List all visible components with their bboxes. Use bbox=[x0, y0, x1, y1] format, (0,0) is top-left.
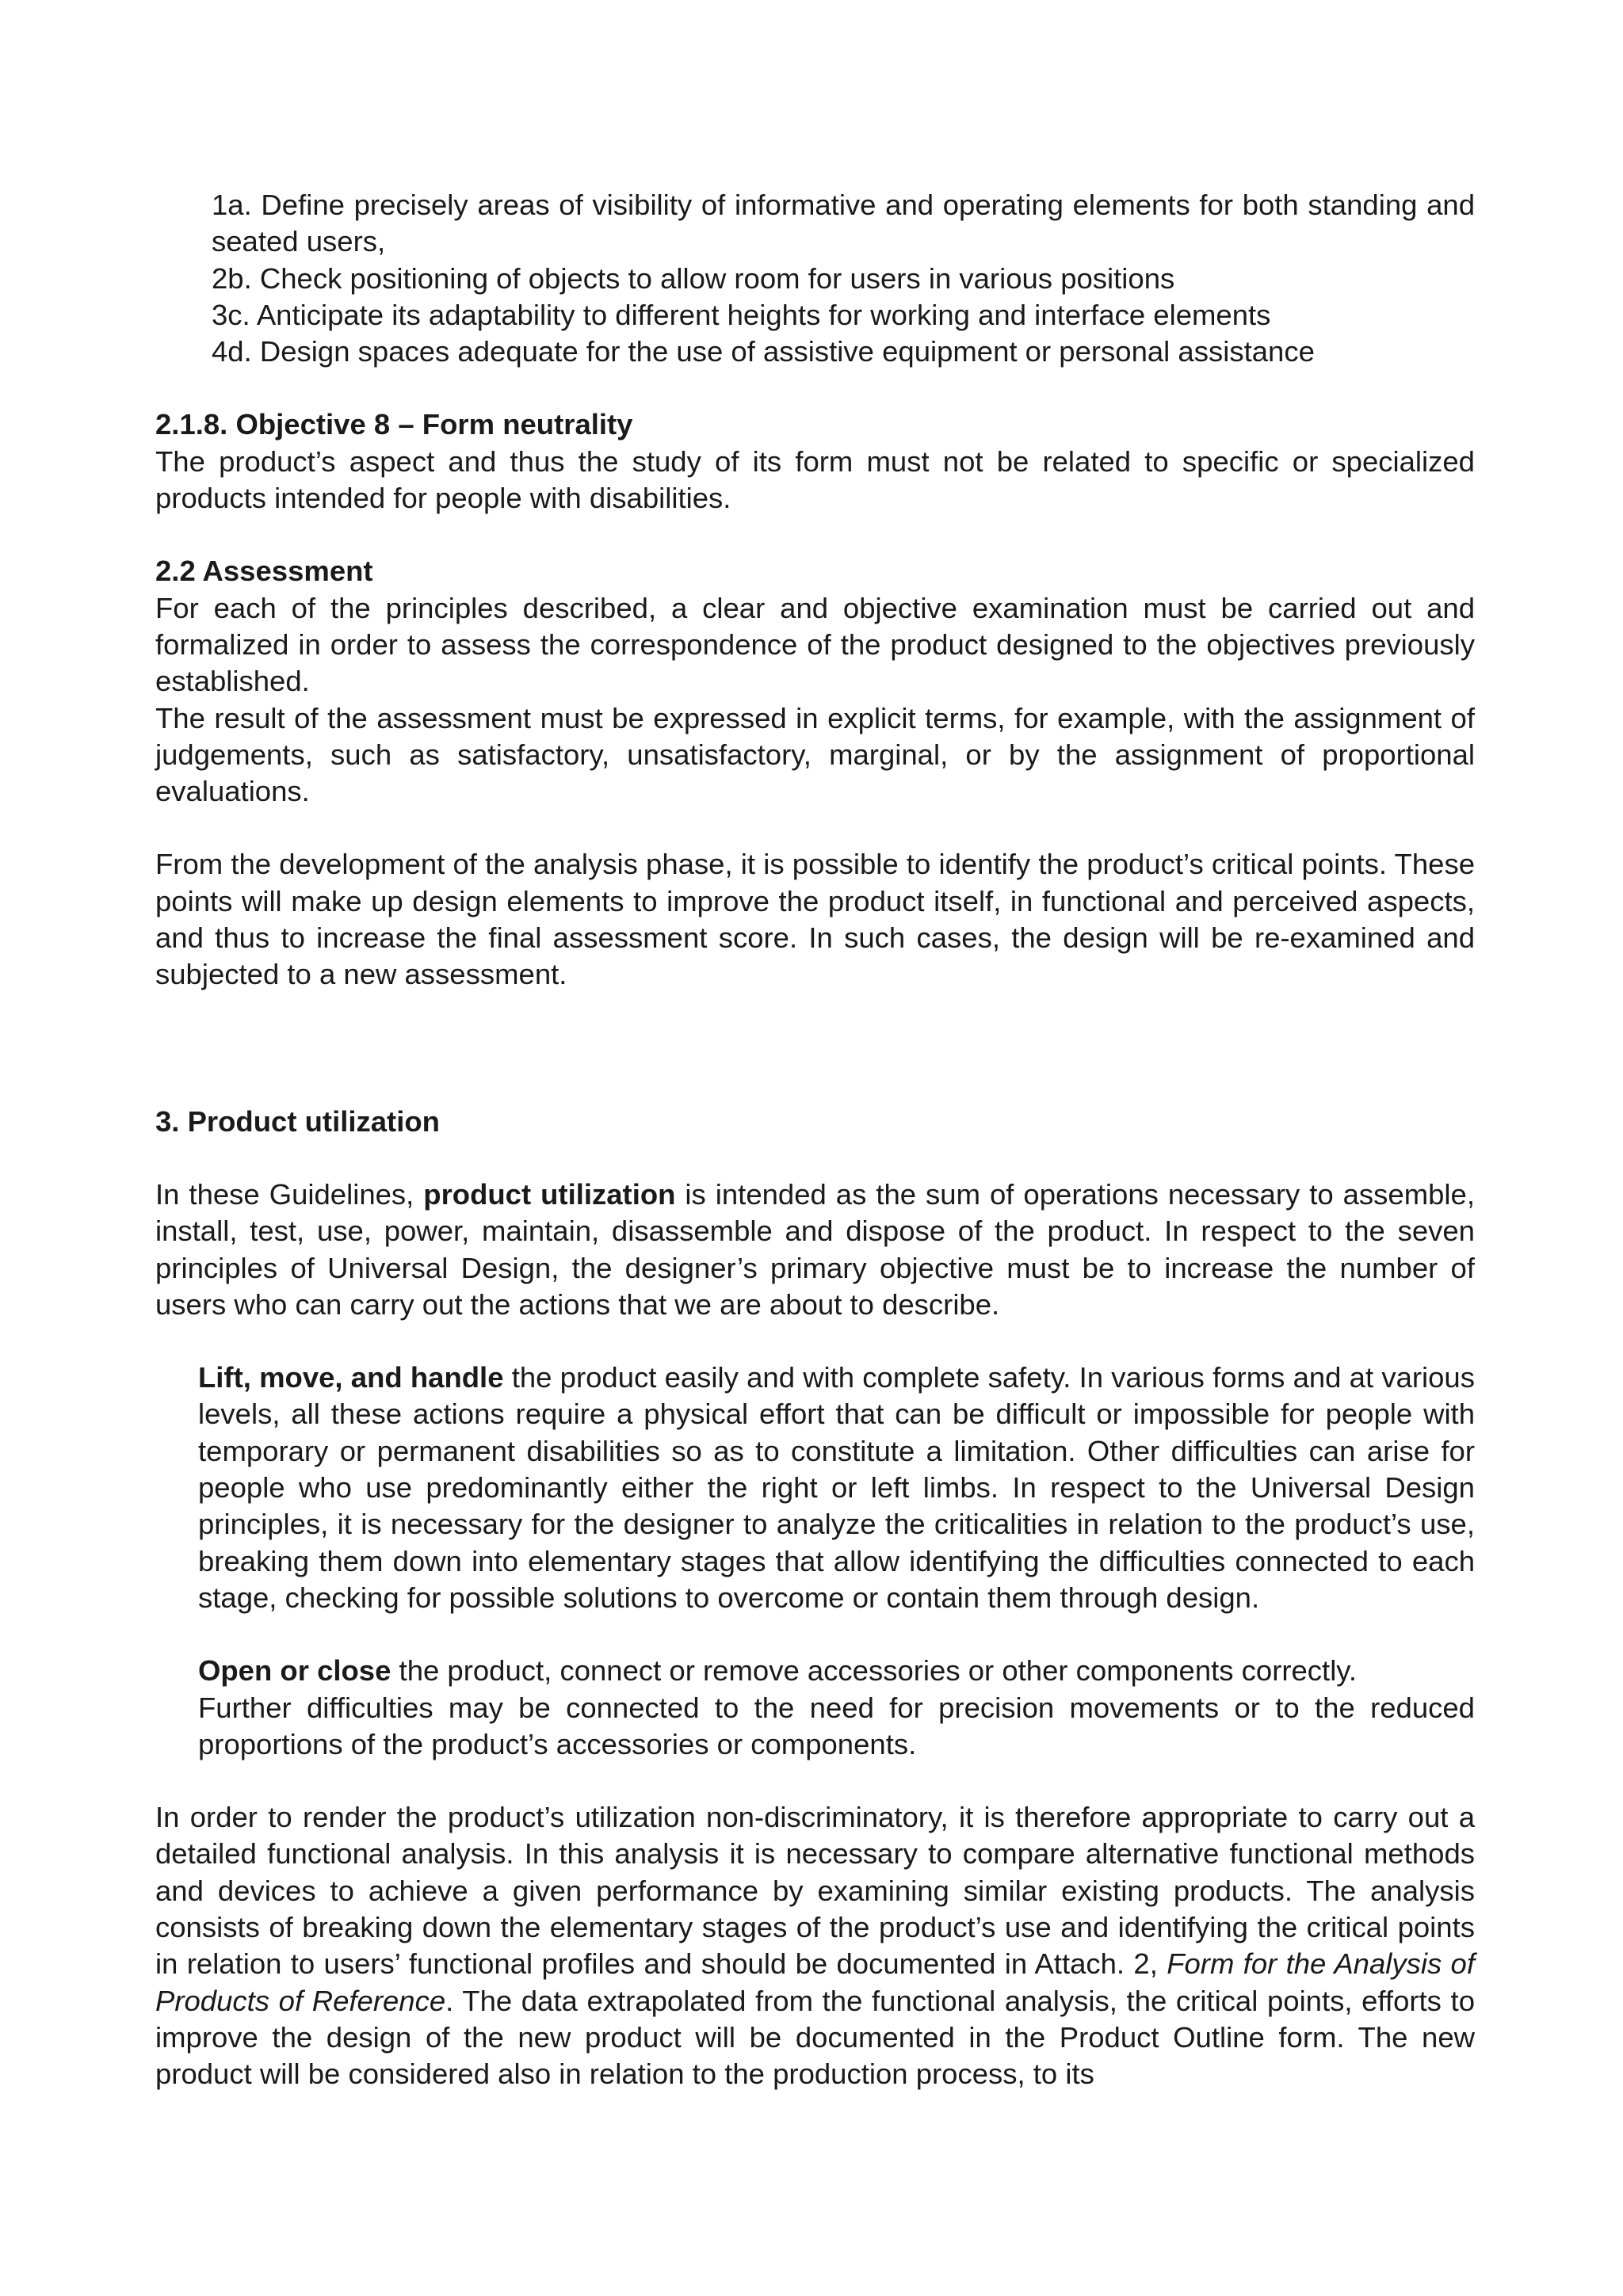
paragraph-utilization-intro: In these Guidelines, product utilization is intended as the sum of operations necessary to assemble, install, test, use, power, maintain, disassemble and dispose of the product. In respect to the seven principles of Universal Design, the designer’s primary objective must be to increase the number of users who can carry out the actions that we are about to describe. bbox=[155, 1177, 1475, 1321]
paragraph-assessment-3: From the development of the analysis phase, it is possible to identify the product’s critical points. These points will make up design elements to improve the product itself, in functional and perceived aspects, and thus to increase the final assessment score. In such cases, the design will be re-examined and subjected to a new assessment. bbox=[155, 848, 1475, 991]
section-heading-assessment: 2.2 Assessment bbox=[155, 555, 373, 588]
document-page bbox=[155, 187, 1475, 2092]
utilization-actions bbox=[155, 1360, 1475, 1763]
section-heading-utilization: 3. Product utilization bbox=[155, 1104, 440, 1138]
list-item: 2b. Check positioning of objects to allow room for users in various positions bbox=[212, 261, 1175, 295]
paragraph-functional-analysis: In order to render the product’s utilization non-discriminatory, it is therefore appropriate to carry out a detailed functional analysis. In this analysis it is necessary to compare alternative functional methods and devices to achieve a given performance by examining similar existing products. The analysis consists of breaking down the elementary stages of the product’s use and identifying the critical points in relation to users’ functional profiles and should be documented in Attach. 2, Form for the Analysis of Products of Reference. The data extrapolated from the functional analysis, the critical points, efforts to improve the design of the new product will be documented in the Product Outline form. The new product will be considered also in relation to the production process, to its bbox=[155, 1801, 1475, 2091]
paragraph-open-close: Open or close the product, connect or remove accessories or other components correctly. bbox=[198, 1654, 1357, 1688]
paragraph-lift-move-handle: Lift, move, and handle the product easily and with complete safety. In various forms and at various levels, all these actions require a physical effort that can be difficult or impossible for people with temporary or permanent disabilities so as to constitute a limitation. Other difficulties can arise for people who use predominantly either the right or left limbs. In respect to the Universal Design principles, it is necessary for the designer to analyze the criticalities in relation to the product’s use, breaking them down into elementary stages that allow identifying the difficulties connected to each stage, checking for possible solutions to overcome or contain them through design. bbox=[198, 1361, 1475, 1614]
design-checklist bbox=[155, 187, 1475, 370]
section-heading-objective8: 2.1.8. Objective 8 – Form neutrality bbox=[155, 408, 633, 441]
paragraph-assessment-1: For each of the principles described, a clear and objective examination must be carried out and formalized in order to assess the correspondence of the product designed to the objectives previously established. bbox=[155, 591, 1475, 698]
list-item: 1a. Define precisely areas of visibility of informative and operating elements for both standing and seated users, bbox=[212, 189, 1475, 258]
paragraph-form-neutrality: The product’s aspect and thus the study of its form must not be related to specific or specialized products intended for people with disabilities. bbox=[155, 444, 1475, 515]
paragraph-assessment-2: The result of the assessment must be expressed in explicit terms, for example, with the assignment of judgements, such as satisfactory, unsatisfactory, marginal, or by the assignment of proportional evaluations. bbox=[155, 701, 1475, 808]
list-item: 3c. Anticipate its adaptability to different heights for working and interface elements bbox=[212, 298, 1271, 331]
list-item: 4d. Design spaces adequate for the use of assistive equipment or personal assistance bbox=[212, 335, 1315, 368]
paragraph-open-close-2: Further difficulties may be connected to the need for precision movements or to the reduced proportions of the product’s accessories or components. bbox=[198, 1691, 1475, 1760]
